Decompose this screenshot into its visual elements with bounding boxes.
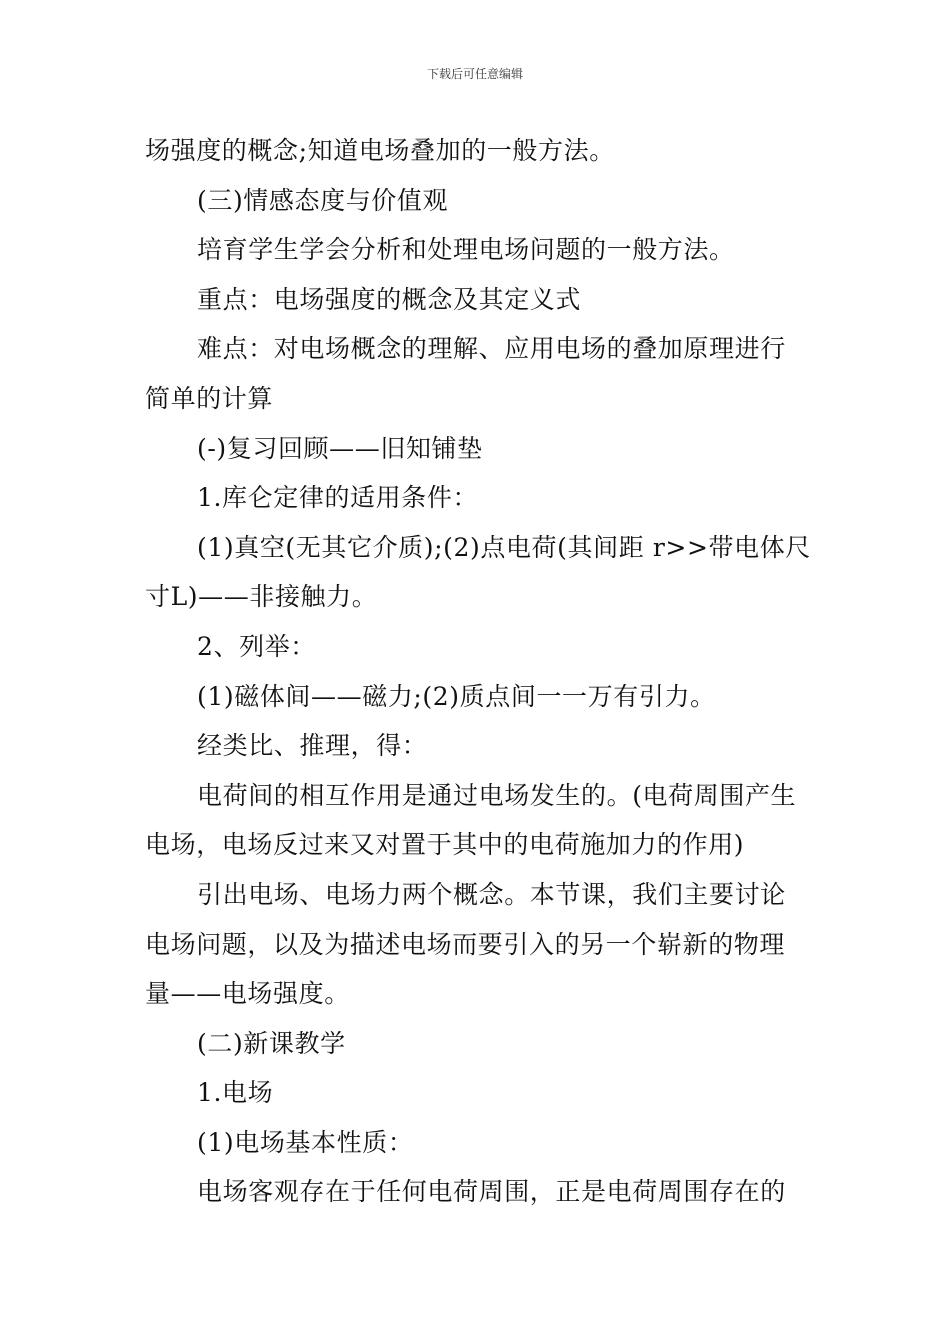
text-line: 电场问题，以及为描述电场而要引入的另一个崭新的物理 bbox=[145, 929, 786, 959]
paragraph bbox=[145, 275, 810, 325]
paragraph bbox=[145, 424, 810, 474]
text-line: 场强度的概念;知道电场叠加的一般方法。 bbox=[145, 136, 615, 165]
paragraph bbox=[145, 523, 810, 622]
text-line: 2、列举： bbox=[197, 631, 316, 661]
paragraph bbox=[145, 672, 810, 722]
text-line: 1.电场 bbox=[197, 1078, 274, 1108]
text-line: 电场，电场反过来又对置于其中的电荷施加力的作用) bbox=[145, 830, 745, 860]
text-line: 重点：电场强度的概念及其定义式 bbox=[197, 284, 582, 314]
paragraph bbox=[145, 225, 810, 275]
paragraph bbox=[145, 1167, 810, 1217]
paragraph bbox=[145, 126, 810, 176]
text-line: 难点：对电场概念的理解、应用电场的叠加原理进行 bbox=[197, 334, 786, 364]
text-line: (-)复习回顾——旧知铺垫 bbox=[197, 433, 483, 463]
text-line: 电荷间的相互作用是通过电场发生的。(电荷周围产生 bbox=[197, 780, 797, 810]
paragraph bbox=[145, 176, 810, 226]
text-line: (1)磁体间——磁力;(2)质点间一一万有引力。 bbox=[197, 681, 716, 711]
paragraph bbox=[145, 721, 810, 771]
document-body bbox=[145, 126, 810, 1217]
paragraph bbox=[145, 771, 810, 870]
paragraph bbox=[145, 1118, 810, 1168]
paragraph bbox=[145, 473, 810, 523]
text-line: 简单的计算 bbox=[145, 383, 274, 413]
paragraph bbox=[145, 1068, 810, 1118]
page-header: 下载后可任意编辑 bbox=[426, 67, 523, 81]
text-line: 电场客观存在于任何电荷周围，正是电荷周围存在的 bbox=[197, 1177, 786, 1207]
text-line: 寸L)——非接触力。 bbox=[145, 582, 378, 612]
paragraph bbox=[145, 1019, 810, 1069]
paragraph bbox=[145, 324, 810, 423]
text-line: (1)真空(无其它介质);(2)点电荷(其间距 r>>带电体尺 bbox=[197, 532, 811, 562]
text-line: (1)电场基本性质： bbox=[197, 1127, 414, 1157]
text-line: (三)情感态度与价值观 bbox=[197, 185, 449, 215]
text-line: 引出电场、电场力两个概念。本节课，我们主要讨论 bbox=[197, 879, 786, 909]
paragraph bbox=[145, 622, 810, 672]
text-line: (二)新课教学 bbox=[197, 1028, 346, 1058]
text-line: 培育学生学会分析和处理电场问题的一般方法。 bbox=[197, 235, 735, 265]
text-line: 1.库仑定律的适用条件： bbox=[197, 483, 479, 513]
paragraph bbox=[145, 870, 810, 1019]
text-line: 量——电场强度。 bbox=[145, 979, 350, 1009]
text-line: 经类比、推理，得： bbox=[197, 731, 428, 761]
